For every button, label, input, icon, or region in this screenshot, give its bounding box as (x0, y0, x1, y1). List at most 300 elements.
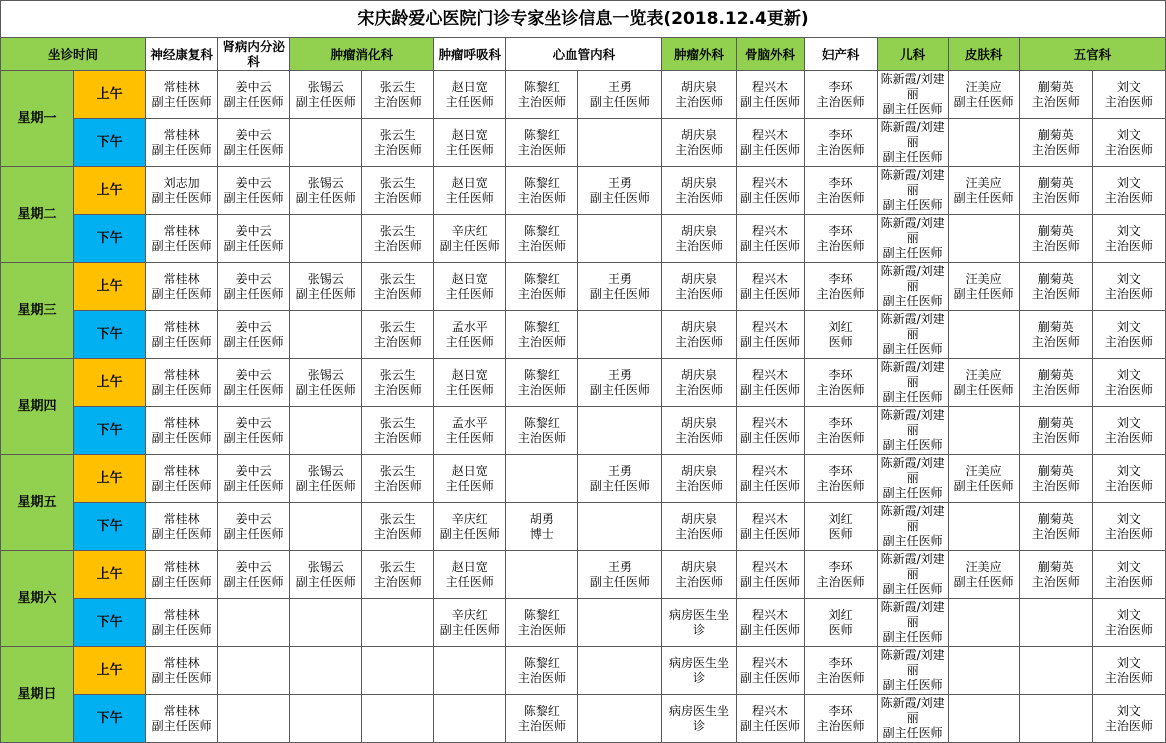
schedule-cell (736, 71, 804, 119)
doctor-title: 副主任医师 (295, 190, 356, 205)
time-header: 坐诊时间 (1, 38, 146, 71)
doctor-title: 主治医师 (373, 142, 422, 157)
schedule-cell (506, 455, 578, 503)
schedule-cell (434, 119, 506, 167)
doctor-title: 主治医师 (373, 190, 422, 205)
schedule-row (1, 599, 1166, 647)
doctor-name: 程兴木 (752, 223, 789, 238)
schedule-row (1, 167, 1166, 215)
schedule-cell (146, 407, 218, 455)
schedule-cell (506, 599, 578, 647)
doctor-name: 胡庆泉 (680, 367, 717, 382)
dept-header: 肿瘤外科 (662, 38, 736, 71)
doctor-title: 主治医师 (373, 94, 422, 109)
doctor-title: 副主任医师 (953, 190, 1014, 205)
schedule-cell (1092, 71, 1165, 119)
doctor-title: 主治医师 (1104, 478, 1153, 493)
schedule-cell (662, 647, 736, 695)
doctor-title: 主治医师 (816, 718, 865, 733)
doctor-name: 姜中云 (235, 559, 272, 574)
doctor-name: 汪美应 (965, 463, 1002, 478)
doctor-title: 副主任医师 (589, 94, 650, 109)
doctor-name: 陈新霞/刘建丽 (880, 72, 945, 101)
schedule-cell (1092, 311, 1165, 359)
schedule-cell (662, 167, 736, 215)
schedule-cell (736, 167, 804, 215)
day-label: 星期二 (1, 167, 74, 263)
morning-label: 上午 (74, 359, 146, 407)
doctor-title: 副主任医师 (740, 334, 801, 349)
schedule-cell (804, 455, 877, 503)
doctor-name: 常桂林 (163, 319, 200, 334)
schedule-cell (218, 167, 290, 215)
doctor-name: 陈黎红 (523, 319, 560, 334)
doctor-title: 主治医师 (373, 478, 422, 493)
schedule-cell (736, 263, 804, 311)
doctor-title: 副主任医师 (223, 94, 284, 109)
doctor-title: 副主任医师 (295, 382, 356, 397)
schedule-cell (578, 407, 662, 455)
doctor-title: 主治医师 (1031, 382, 1080, 397)
schedule-cell (218, 695, 290, 743)
doctor-title: 副主任医师 (151, 238, 212, 253)
doctor-name: 孟水平 (451, 319, 488, 334)
doctor-title: 主任医师 (445, 334, 494, 349)
doctor-title: 主治医师 (373, 574, 422, 589)
doctor-title: 副主任医师 (223, 238, 284, 253)
doctor-title: 主治医师 (1104, 718, 1153, 733)
doctor-name: 刘红 (828, 511, 853, 526)
doctor-name: 常桂林 (163, 415, 200, 430)
schedule-cell (1092, 215, 1165, 263)
doctor-title: 副主任医师 (882, 726, 943, 740)
schedule-cell (1019, 167, 1092, 215)
doctor-name: 辛庆红 (451, 607, 488, 622)
doctor-title: 副主任医师 (882, 678, 943, 692)
doctor-name: 胡庆泉 (680, 175, 717, 190)
schedule-cell (146, 359, 218, 407)
doctor-title: 副主任医师 (740, 526, 801, 541)
schedule-cell (736, 359, 804, 407)
doctor-name: 刘文 (1116, 127, 1141, 142)
doctor-name: 姜中云 (235, 367, 272, 382)
schedule-row (1, 311, 1166, 359)
schedule-cell (804, 647, 877, 695)
schedule-cell (804, 407, 877, 455)
doctor-name: 胡庆泉 (680, 319, 717, 334)
doctor-title: 主治医师 (1031, 94, 1080, 109)
schedule-cell (804, 71, 877, 119)
schedule-cell (506, 503, 578, 551)
doctor-name: 刘文 (1116, 703, 1141, 718)
doctor-name: 陈新霞/刘建丽 (880, 312, 945, 341)
doctor-title: 副主任医师 (151, 718, 212, 733)
doctor-name: 胡庆泉 (680, 79, 717, 94)
schedule-row (1, 503, 1166, 551)
afternoon-label: 下午 (74, 215, 146, 263)
doctor-name: 胡庆泉 (680, 463, 717, 478)
schedule-cell (948, 359, 1019, 407)
doctor-title: 主治医师 (674, 286, 723, 301)
doctor-title: 副主任医师 (740, 478, 801, 493)
schedule-cell (662, 551, 736, 599)
doctor-name: 刘红 (828, 607, 853, 622)
doctor-title: 主任医师 (445, 382, 494, 397)
afternoon-label: 下午 (74, 407, 146, 455)
doctor-title: 副主任医师 (882, 198, 943, 212)
schedule-cell (1092, 647, 1165, 695)
doctor-title: 医师 (828, 622, 853, 637)
schedule-cell (506, 407, 578, 455)
schedule-cell (1019, 215, 1092, 263)
schedule-cell (1019, 71, 1092, 119)
schedule-cell (362, 407, 434, 455)
doctor-title: 副主任医师 (740, 718, 801, 733)
doctor-name: 胡庆泉 (680, 559, 717, 574)
doctor-title: 副主任医师 (223, 334, 284, 349)
schedule-cell (146, 551, 218, 599)
doctor-title: 副主任医师 (740, 670, 801, 685)
schedule-cell (290, 119, 362, 167)
schedule-row (1, 551, 1166, 599)
dept-header: 神经康复科 (146, 38, 218, 71)
doctor-title: 副主任医师 (953, 286, 1014, 301)
doctor-title: 主治医师 (517, 334, 566, 349)
doctor-title: 主治医师 (1031, 430, 1080, 445)
doctor-name: 赵日宽 (451, 79, 488, 94)
doctor-title: 主任医师 (445, 478, 494, 493)
doctor-name: 程兴木 (752, 655, 789, 670)
doctor-title: 副主任医师 (151, 286, 212, 301)
doctor-title: 主治医师 (674, 94, 723, 109)
doctor-title: 主治医师 (1031, 142, 1080, 157)
schedule-cell (146, 119, 218, 167)
schedule-cell (662, 71, 736, 119)
doctor-name: 李环 (828, 223, 853, 238)
doctor-name: 蒯菊英 (1037, 367, 1074, 382)
schedule-cell (1092, 551, 1165, 599)
day-label: 星期三 (1, 263, 74, 359)
doctor-title: 副主任医师 (589, 574, 650, 589)
doctor-name: 赵日宽 (451, 463, 488, 478)
doctor-name: 张云生 (379, 559, 416, 574)
doctor-title: 主治医师 (373, 286, 422, 301)
schedule-cell (434, 311, 506, 359)
schedule-row (1, 215, 1166, 263)
doctor-title: 主治医师 (674, 190, 723, 205)
schedule-cell (290, 263, 362, 311)
schedule-cell (218, 71, 290, 119)
doctor-name: 程兴木 (752, 415, 789, 430)
doctor-name: 李环 (828, 367, 853, 382)
schedule-cell (877, 167, 948, 215)
doctor-name: 张云生 (379, 223, 416, 238)
doctor-title: 副主任医师 (882, 630, 943, 644)
doctor-name: 张云生 (379, 367, 416, 382)
schedule-cell (948, 407, 1019, 455)
schedule-cell (506, 71, 578, 119)
doctor-title: 副主任医师 (151, 430, 212, 445)
doctor-title: 主治医师 (816, 574, 865, 589)
morning-label: 上午 (74, 71, 146, 119)
schedule-cell (578, 119, 662, 167)
doctor-title: 主治医师 (816, 478, 865, 493)
morning-label: 上午 (74, 167, 146, 215)
schedule-cell (362, 359, 434, 407)
doctor-name: 程兴木 (752, 463, 789, 478)
doctor-name: 陈黎红 (523, 703, 560, 718)
schedule-cell (736, 455, 804, 503)
doctor-name: 姜中云 (235, 223, 272, 238)
schedule-cell (736, 551, 804, 599)
doctor-name: 王勇 (607, 463, 632, 478)
day-label: 星期五 (1, 455, 74, 551)
schedule-cell (146, 311, 218, 359)
doctor-title: 主治医师 (1031, 286, 1080, 301)
schedule-cell (362, 455, 434, 503)
schedule-cell (1092, 455, 1165, 503)
doctor-name: 胡庆泉 (680, 223, 717, 238)
doctor-name: 陈黎红 (523, 223, 560, 238)
doctor-name: 汪美应 (965, 175, 1002, 190)
schedule-cell (146, 599, 218, 647)
doctor-title: 主治医师 (1031, 238, 1080, 253)
doctor-name: 王勇 (607, 559, 632, 574)
doctor-title: 副主任医师 (223, 142, 284, 157)
schedule-row (1, 119, 1166, 167)
doctor-name: 辛庆红 (451, 511, 488, 526)
doctor-name: 张锡云 (307, 559, 344, 574)
schedule-cell (578, 647, 662, 695)
schedule-cell (146, 263, 218, 311)
schedule-cell (877, 551, 948, 599)
doctor-name: 病房医生坐诊 (668, 655, 729, 685)
doctor-title: 副主任医师 (151, 382, 212, 397)
schedule-cell (290, 167, 362, 215)
doctor-name: 刘文 (1116, 415, 1141, 430)
doctor-name: 张云生 (379, 127, 416, 142)
schedule-cell (877, 263, 948, 311)
doctor-name: 张锡云 (307, 367, 344, 382)
doctor-title: 主治医师 (517, 622, 566, 637)
doctor-title: 副主任医师 (151, 94, 212, 109)
schedule-cell (578, 599, 662, 647)
doctor-title: 主治医师 (517, 382, 566, 397)
schedule-cell (218, 455, 290, 503)
doctor-title: 主任医师 (445, 190, 494, 205)
doctor-title: 主治医师 (674, 574, 723, 589)
doctor-name: 李环 (828, 79, 853, 94)
doctor-name: 刘文 (1116, 655, 1141, 670)
doctor-title: 主治医师 (1104, 94, 1153, 109)
doctor-name: 张云生 (379, 79, 416, 94)
doctor-title: 主治医师 (1104, 670, 1153, 685)
morning-label: 上午 (74, 551, 146, 599)
doctor-title: 副主任医师 (589, 190, 650, 205)
doctor-name: 汪美应 (965, 79, 1002, 94)
doctor-name: 陈新霞/刘建丽 (880, 648, 945, 677)
doctor-name: 陈黎红 (523, 79, 560, 94)
doctor-name: 程兴木 (752, 175, 789, 190)
schedule-cell (434, 215, 506, 263)
schedule-cell (506, 311, 578, 359)
doctor-title: 医师 (828, 526, 853, 541)
doctor-name: 蒯菊英 (1037, 271, 1074, 286)
schedule-cell (1019, 647, 1092, 695)
schedule-cell (877, 647, 948, 695)
schedule-cell (877, 599, 948, 647)
schedule-cell (434, 551, 506, 599)
schedule-cell (146, 455, 218, 503)
doctor-title: 主治医师 (816, 430, 865, 445)
schedule-cell (948, 167, 1019, 215)
dept-header: 肿瘤呼吸科 (434, 38, 506, 71)
doctor-title: 主治医师 (517, 94, 566, 109)
doctor-name: 常桂林 (163, 367, 200, 382)
schedule-row (1, 263, 1166, 311)
doctor-name: 姜中云 (235, 271, 272, 286)
doctor-title: 主治医师 (373, 526, 422, 541)
schedule-cell (736, 503, 804, 551)
doctor-name: 陈新霞/刘建丽 (880, 552, 945, 581)
schedule-cell (804, 695, 877, 743)
doctor-name: 姜中云 (235, 319, 272, 334)
schedule-cell (1019, 551, 1092, 599)
doctor-title: 主任医师 (445, 430, 494, 445)
doctor-name: 程兴木 (752, 367, 789, 382)
doctor-title: 主治医师 (674, 334, 723, 349)
doctor-title: 副主任医师 (740, 286, 801, 301)
doctor-title: 主治医师 (816, 94, 865, 109)
schedule-cell (1019, 503, 1092, 551)
doctor-title: 副主任医师 (439, 238, 500, 253)
schedule-cell (1019, 311, 1092, 359)
doctor-name: 刘文 (1116, 607, 1141, 622)
schedule-cell (1092, 503, 1165, 551)
doctor-title: 主治医师 (674, 382, 723, 397)
doctor-title: 副主任医师 (295, 574, 356, 589)
schedule-cell (434, 407, 506, 455)
schedule-cell (948, 263, 1019, 311)
schedule-cell (290, 599, 362, 647)
afternoon-label: 下午 (74, 599, 146, 647)
doctor-name: 陈新霞/刘建丽 (880, 504, 945, 533)
doctor-title: 主治医师 (373, 238, 422, 253)
schedule-cell (290, 359, 362, 407)
doctor-name: 程兴木 (752, 319, 789, 334)
schedule-cell (290, 647, 362, 695)
schedule-cell (804, 119, 877, 167)
doctor-name: 赵日宽 (451, 559, 488, 574)
schedule-cell (146, 503, 218, 551)
schedule-cell (290, 503, 362, 551)
schedule-cell (146, 215, 218, 263)
doctor-name: 陈黎红 (523, 367, 560, 382)
doctor-title: 主治医师 (1104, 142, 1153, 157)
doctor-title: 主治医师 (816, 190, 865, 205)
schedule-cell (736, 695, 804, 743)
schedule-cell (948, 695, 1019, 743)
doctor-title: 主任医师 (445, 94, 494, 109)
schedule-cell (662, 695, 736, 743)
doctor-title: 副主任医师 (740, 190, 801, 205)
doctor-title: 主任医师 (445, 574, 494, 589)
schedule-cell (362, 119, 434, 167)
schedule-cell (506, 119, 578, 167)
doctor-name: 赵日宽 (451, 271, 488, 286)
doctor-name: 常桂林 (163, 271, 200, 286)
doctor-name: 刘文 (1116, 559, 1141, 574)
schedule-cell (1092, 695, 1165, 743)
afternoon-label: 下午 (74, 311, 146, 359)
schedule-cell (804, 311, 877, 359)
schedule-cell (578, 455, 662, 503)
doctor-name: 李环 (828, 271, 853, 286)
doctor-name: 王勇 (607, 175, 632, 190)
doctor-name: 刘文 (1116, 367, 1141, 382)
schedule-cell (578, 551, 662, 599)
schedule-cell (804, 263, 877, 311)
schedule-cell (877, 695, 948, 743)
doctor-name: 程兴木 (752, 271, 789, 286)
doctor-title: 主治医师 (373, 382, 422, 397)
doctor-name: 程兴木 (752, 79, 789, 94)
doctor-name: 姜中云 (235, 463, 272, 478)
doctor-title: 主治医师 (674, 526, 723, 541)
doctor-title: 副主任医师 (223, 478, 284, 493)
doctor-name: 张锡云 (307, 175, 344, 190)
doctor-title: 主治医师 (1031, 478, 1080, 493)
doctor-name: 姜中云 (235, 415, 272, 430)
doctor-title: 主治医师 (674, 142, 723, 157)
dept-header: 骨脑外科 (736, 38, 804, 71)
schedule-cell (434, 647, 506, 695)
doctor-title: 副主任医师 (151, 190, 212, 205)
doctor-title: 主治医师 (1104, 286, 1153, 301)
doctor-title: 副主任医师 (223, 430, 284, 445)
doctor-title: 副主任医师 (953, 94, 1014, 109)
doctor-name: 常桂林 (163, 223, 200, 238)
schedule-cell (1092, 263, 1165, 311)
afternoon-label: 下午 (74, 695, 146, 743)
doctor-name: 常桂林 (163, 607, 200, 622)
doctor-name: 常桂林 (163, 703, 200, 718)
doctor-name: 赵日宽 (451, 127, 488, 142)
schedule-cell (218, 215, 290, 263)
afternoon-label: 下午 (74, 503, 146, 551)
schedule-cell (362, 71, 434, 119)
schedule-cell (736, 407, 804, 455)
doctor-name: 赵日宽 (451, 175, 488, 190)
doctor-name: 李环 (828, 175, 853, 190)
day-label: 星期日 (1, 647, 74, 743)
doctor-name: 胡庆泉 (680, 511, 717, 526)
morning-label: 上午 (74, 647, 146, 695)
schedule-cell (434, 503, 506, 551)
schedule-cell (362, 215, 434, 263)
doctor-name: 病房医生坐诊 (668, 703, 729, 733)
schedule-cell (218, 119, 290, 167)
doctor-name: 张云生 (379, 271, 416, 286)
doctor-title: 主治医师 (1031, 526, 1080, 541)
doctor-title: 副主任医师 (151, 670, 212, 685)
schedule-cell (948, 215, 1019, 263)
doctor-title: 副主任医师 (295, 478, 356, 493)
doctor-name: 胡庆泉 (680, 271, 717, 286)
schedule-cell (506, 695, 578, 743)
doctor-title: 副主任医师 (882, 438, 943, 452)
schedule-cell (218, 407, 290, 455)
